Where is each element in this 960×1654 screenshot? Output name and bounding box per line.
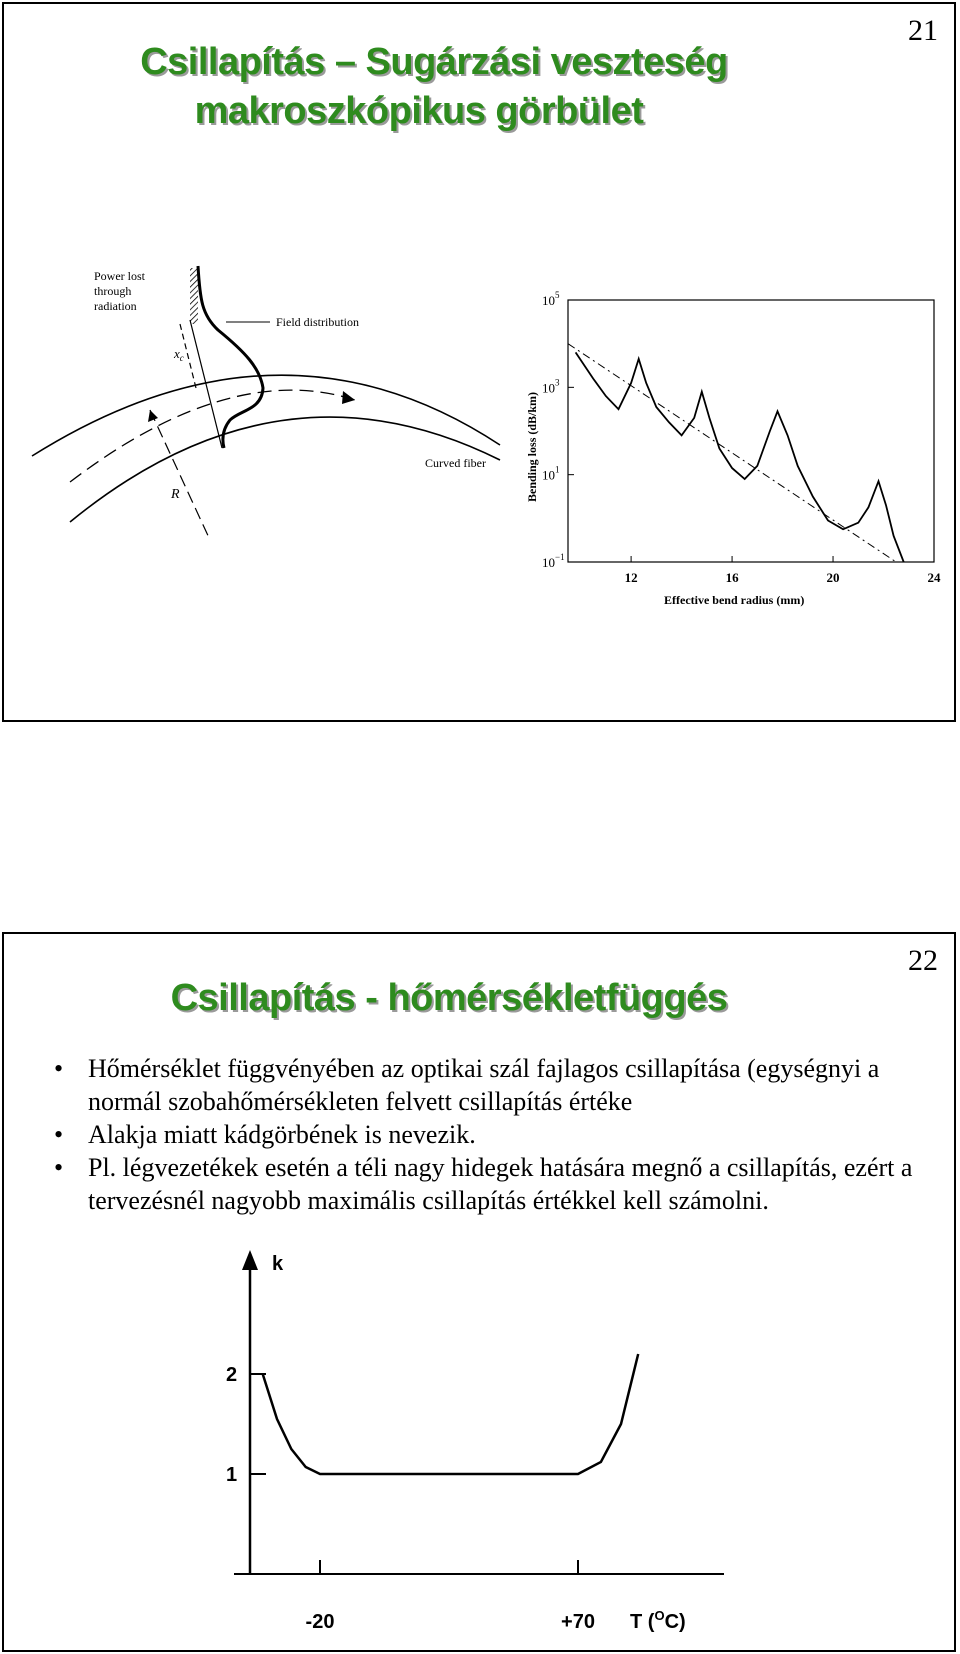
- x-tick-label: 24: [927, 570, 941, 585]
- fiber-outer-edge: [32, 375, 500, 456]
- x-tick-label: 16: [725, 570, 739, 585]
- k-axis-label: k: [272, 1253, 284, 1275]
- bullet-item: [48, 1052, 928, 1118]
- slide-title: Csillapítás - hőmérsékletfüggés: [170, 977, 728, 1019]
- slide-21: [2, 2, 956, 722]
- r-arrowhead: [148, 410, 158, 422]
- title-line-1: Csillapítás – Sugárzási veszteség: [140, 41, 728, 83]
- x-tick-label: +70: [561, 1611, 595, 1633]
- bullet-dot: •: [54, 1054, 64, 1083]
- y-tick-label: 2: [226, 1364, 238, 1386]
- bullet-text: Pl. légvezetékek esetén a téli nagy hidegek hatására megnő a csillapítás, ezért a tervezésnél nagyobb maximális csillapítás értékkel kell számolni.: [88, 1153, 913, 1215]
- bullet-list: [48, 1052, 928, 1217]
- field-distribution-curve: [198, 266, 263, 448]
- x-tick-label: -20: [305, 1611, 335, 1633]
- power-lost-label-3: radiation: [94, 299, 137, 313]
- radius-label: R: [171, 487, 180, 502]
- y-tick-label: 1: [226, 1464, 238, 1486]
- y-tick-label: $10^5$: [542, 290, 560, 308]
- bullet-item: [48, 1151, 928, 1217]
- curved-fiber-diagram: [30, 260, 530, 560]
- page-number: 22: [908, 944, 938, 977]
- bathtub-curve-series: [263, 1354, 639, 1474]
- x-tick-label: 20: [826, 570, 840, 585]
- plot-frame: [568, 300, 934, 562]
- bathtub-curve-graph: [204, 1234, 744, 1633]
- loss-trend-dashed-series: [568, 344, 896, 562]
- power-lost-label-2: through: [94, 284, 132, 298]
- axis-arrowhead: [342, 391, 355, 404]
- y-tick-label: $10^{-1}$: [542, 552, 565, 570]
- bullet-text: Alakja miatt kádgörbének is nevezik.: [88, 1120, 476, 1149]
- bullet-dot: •: [54, 1153, 64, 1182]
- chart-y-axis-label: Bending loss (dB/km): [525, 391, 539, 502]
- y-tick-label: $10^1$: [542, 464, 560, 483]
- temperature-axis-label: T ($^O$C): [630, 1608, 686, 1633]
- bullet-item: [48, 1118, 928, 1151]
- power-lost-label-1: Power lost: [94, 269, 145, 283]
- title-line-2: makroszkópikus görbület: [194, 90, 644, 133]
- bending-loss-chart: [524, 292, 944, 622]
- radiation-wall: [190, 268, 198, 324]
- r-dashed-line: [150, 410, 210, 540]
- page-number: 21: [908, 14, 938, 47]
- chart-x-axis-label: Effective bend radius (mm): [664, 593, 805, 607]
- bullet-text: Hőmérséklet függvényében az optikai szál fajlagos csillapítása (egységnyi a normál szobahőmérsékleten felvett csillapítás értéke: [88, 1054, 880, 1116]
- y-axis-arrowhead: [242, 1250, 258, 1270]
- fiber-axis-dashed: [70, 390, 355, 482]
- x-tick-label: 12: [624, 570, 638, 585]
- y-tick-label: $10^3$: [542, 377, 560, 396]
- slide-title: [4, 38, 954, 137]
- bullet-dot: •: [54, 1120, 64, 1149]
- loss-curve-series: [576, 352, 904, 562]
- curved-fiber-label: Curved fiber: [425, 456, 486, 470]
- field-distribution-label: Field distribution: [276, 315, 360, 329]
- xc-label: $x_c$: [174, 346, 184, 363]
- slide-22: [2, 932, 956, 1652]
